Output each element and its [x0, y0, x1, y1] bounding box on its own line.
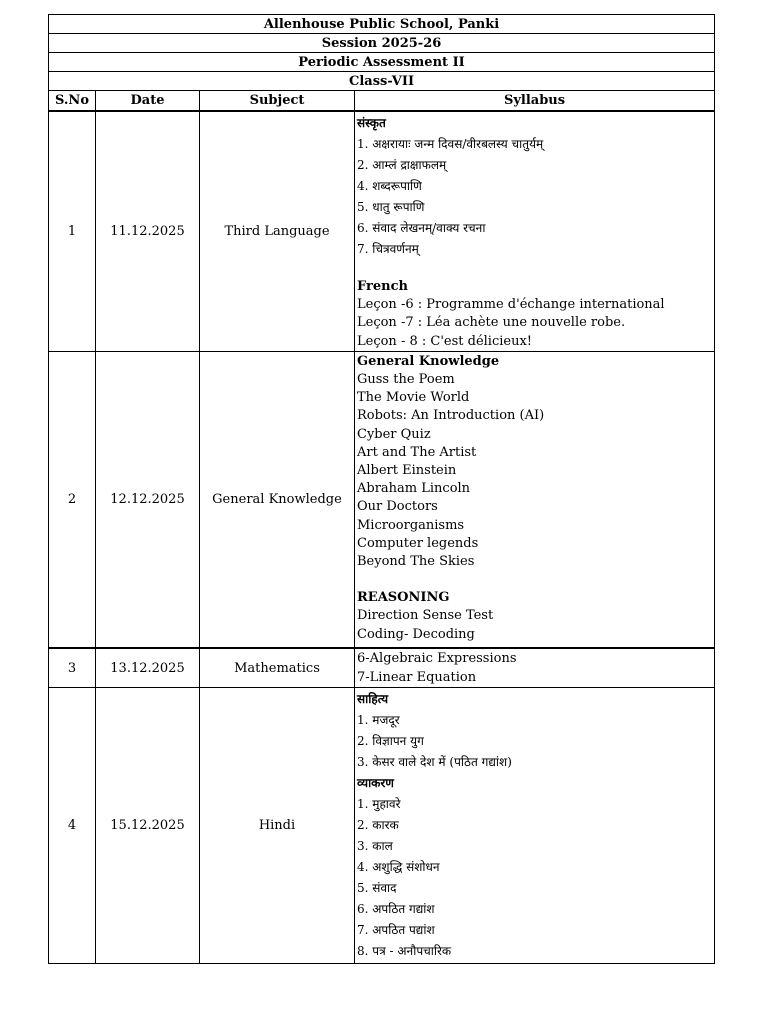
- syllabus-item: 4. शब्दरूपाणि: [357, 179, 422, 193]
- syllabus-item: 3. काल: [357, 838, 393, 853]
- syllabus-item: 2. विज्ञापन युग: [357, 733, 424, 748]
- syllabus-item: Beyond The Skies: [357, 554, 475, 570]
- syllabus-cell: [355, 351, 715, 648]
- syllabus-item: 7. अपठित पद्यांश: [357, 922, 435, 937]
- syllabus-item: Leçon -6 : Programme d'échange international: [357, 297, 665, 313]
- syllabus-item: The Movie World: [357, 390, 470, 406]
- syllabus-item: Leçon - 8 : C'est délicieux!: [357, 333, 533, 349]
- syllabus-cell: [355, 111, 715, 351]
- schedule-table: [48, 14, 715, 964]
- serial-number: 1: [49, 111, 96, 351]
- syllabus-section-heading: French: [357, 279, 408, 294]
- syllabus-item: 7. चित्रवर्णनम्: [357, 242, 419, 256]
- syllabus-section-heading: व्याकरण: [357, 775, 394, 790]
- syllabus-section-heading: संस्कृत: [357, 116, 386, 130]
- schedule-rows: [49, 111, 715, 963]
- syllabus-item: Microorganisms: [357, 517, 465, 533]
- exam-date: 13.12.2025: [96, 648, 200, 687]
- exam-date: 11.12.2025: [96, 111, 200, 351]
- syllabus-item: Art and The Artist: [357, 444, 477, 460]
- syllabus-item: Guss the Poem: [357, 372, 455, 388]
- syllabus-item: 1. मजदूर: [357, 712, 400, 727]
- table-row: [49, 687, 715, 963]
- syllabus-item: 6. अपठित गद्यांश: [357, 901, 435, 916]
- syllabus-item: Direction Sense Test: [357, 608, 494, 624]
- syllabus-item: [357, 260, 713, 278]
- syllabus-item: Abraham Lincoln: [357, 481, 471, 497]
- syllabus-item: 1. अक्षरायाः जन्म दिवस/वीरबलस्य चातुर्यम्: [357, 137, 544, 151]
- serial-number: 3: [49, 648, 96, 687]
- syllabus-item: 1. मुहावरे: [357, 796, 401, 811]
- col-header-syllabus: Syllabus: [355, 91, 715, 112]
- syllabus-item: 5. संवाद: [357, 880, 397, 895]
- syllabus-item: 2. आम्लं द्राक्षाफलम्: [357, 158, 447, 172]
- col-header-sno: S.No: [49, 91, 96, 112]
- serial-number: 4: [49, 687, 96, 963]
- syllabus-cell: [355, 687, 715, 963]
- session-label: Session 2025-26: [49, 34, 715, 53]
- syllabus-section-heading: साहित्य: [357, 691, 389, 706]
- col-header-subject: Subject: [200, 91, 355, 112]
- syllabus-item: Our Doctors: [357, 499, 438, 515]
- table-row: [49, 111, 715, 351]
- syllabus-item: 7-Linear Equation: [357, 669, 477, 685]
- table-row: [49, 648, 715, 687]
- subject-name: Mathematics: [200, 648, 355, 687]
- syllabus-item: 2. कारक: [357, 817, 399, 832]
- title-block: [49, 15, 715, 112]
- exam-date: 12.12.2025: [96, 351, 200, 648]
- syllabus-item: 6. संवाद लेखनम्/वाक्य रचना: [357, 221, 486, 235]
- col-header-date: Date: [96, 91, 200, 112]
- syllabus-section-heading: REASONING: [357, 590, 450, 606]
- syllabus-item: Robots: An Introduction (AI): [357, 408, 545, 424]
- serial-number: 2: [49, 351, 96, 648]
- table-row: [49, 351, 715, 648]
- syllabus-item: 3. केसर वाले देश में (पठित गद्यांश): [357, 754, 512, 769]
- syllabus-item: Computer legends: [357, 535, 479, 551]
- syllabus-item: 6-Algebraic Expressions: [357, 651, 517, 667]
- subject-name: Hindi: [200, 687, 355, 963]
- syllabus-item: [357, 571, 713, 589]
- syllabus-section-heading: General Knowledge: [357, 353, 500, 369]
- syllabus-item: 5. धातु रूपाणि: [357, 200, 425, 214]
- datesheet: [48, 14, 714, 964]
- class-label: Class-VII: [49, 72, 715, 91]
- syllabus-item: 8. पत्र - अनौपचारिक: [357, 943, 452, 958]
- subject-name: General Knowledge: [200, 351, 355, 648]
- syllabus-item: Cyber Quiz: [357, 426, 431, 442]
- assessment-title: Periodic Assessment II: [49, 53, 715, 72]
- school-name: Allenhouse Public School, Panki: [49, 15, 715, 34]
- syllabus-item: Coding- Decoding: [357, 626, 475, 642]
- syllabus-item: Leçon -7 : Léa achète une nouvelle robe.: [357, 315, 626, 331]
- exam-date: 15.12.2025: [96, 687, 200, 963]
- syllabus-item: 4. अशुद्धि संशोधन: [357, 859, 440, 874]
- subject-name: Third Language: [200, 111, 355, 351]
- syllabus-item: Albert Einstein: [357, 463, 457, 479]
- column-headers: [49, 91, 715, 112]
- syllabus-cell: [355, 648, 715, 687]
